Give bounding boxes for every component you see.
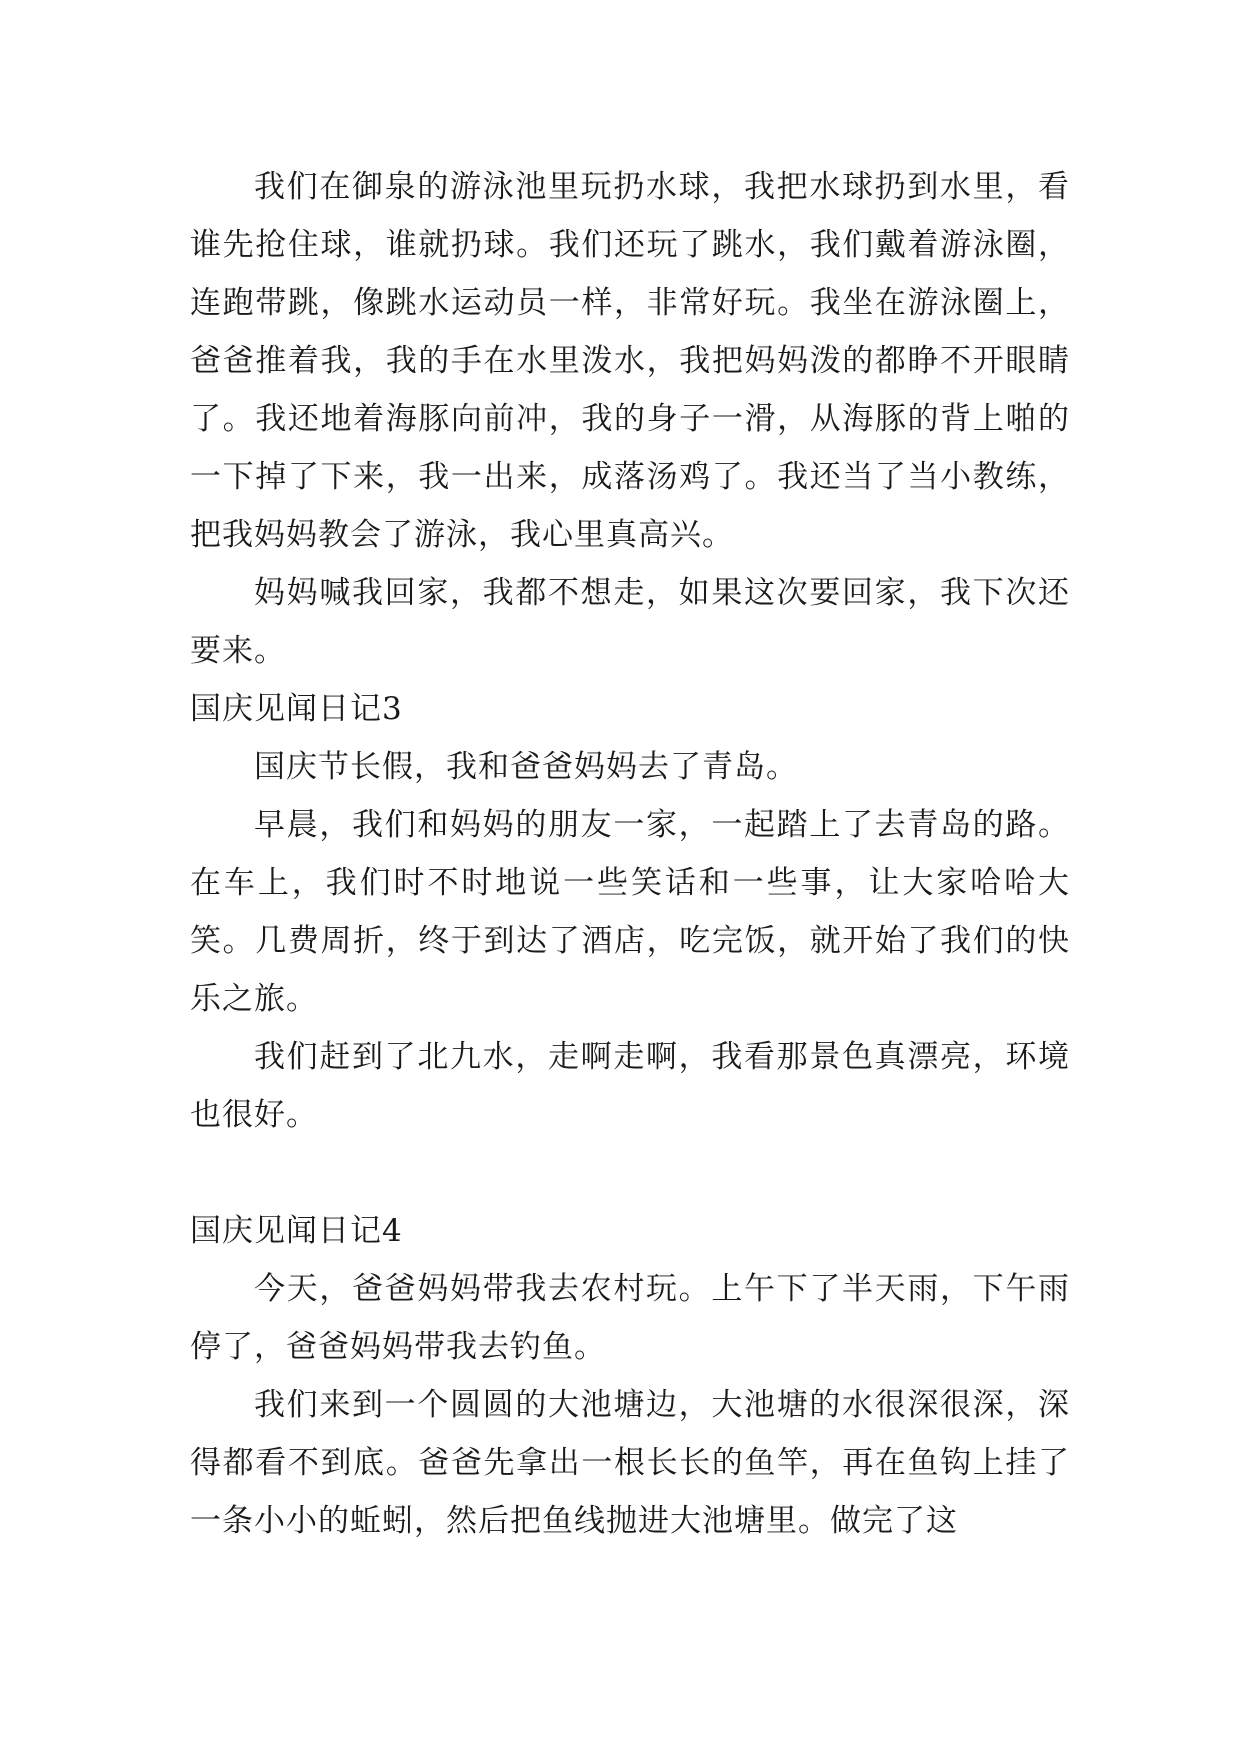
paragraph: 我们来到一个圆圆的大池塘边，大池塘的水很深很深，深得都看不到底。爸爸先拿出一根长长的鱼竿，再在鱼钩上挂了一条小小的蚯蚓，然后把鱼线抛进大池塘里。做完了这 — [190, 1387, 1070, 1539]
document-body — [190, 158, 1070, 1550]
paragraph: 我们赶到了北九水，走啊走啊，我看那景色真漂亮，环境也很好。 — [190, 1039, 1070, 1133]
section-spacer — [190, 1144, 1070, 1202]
paragraph: 今天，爸爸妈妈带我去农村玩。上午下了半天雨，下午雨停了，爸爸妈妈带我去钓鱼。 — [190, 1271, 1070, 1365]
paragraph: 早晨，我们和妈妈的朋友一家，一起踏上了去青岛的路。在车上，我们时不时地说一些笑话和一些事，让大家哈哈大笑。几费周折，终于到达了酒店，吃完饭，就开始了我们的快乐之旅。 — [190, 807, 1070, 1017]
paragraph: 国庆节长假，我和爸爸妈妈去了青岛。 — [254, 749, 798, 785]
section-heading: 国庆见闻日记3 — [190, 691, 403, 727]
section-heading: 国庆见闻日记4 — [190, 1213, 403, 1249]
paragraph: 我们在御泉的游泳池里玩扔水球，我把水球扔到水里，看谁先抢住球，谁就扔球。我们还玩了跳水，我们戴着游泳圈，连跑带跳，像跳水运动员一样，非常好玩。我坐在游泳圈上，爸爸推着我，我的手在水里泼水，我把妈妈泼的都睁不开眼睛了。我还地着海豚向前冲，我的身子一滑，从海豚的背上啪的一下掉了下来，我一出来，成落汤鸡了。我还当了当小教练，把我妈妈教会了游泳，我心里真高兴。 — [190, 169, 1070, 553]
paragraph: 妈妈喊我回家，我都不想走，如果这次要回家，我下次还要来。 — [190, 575, 1070, 669]
